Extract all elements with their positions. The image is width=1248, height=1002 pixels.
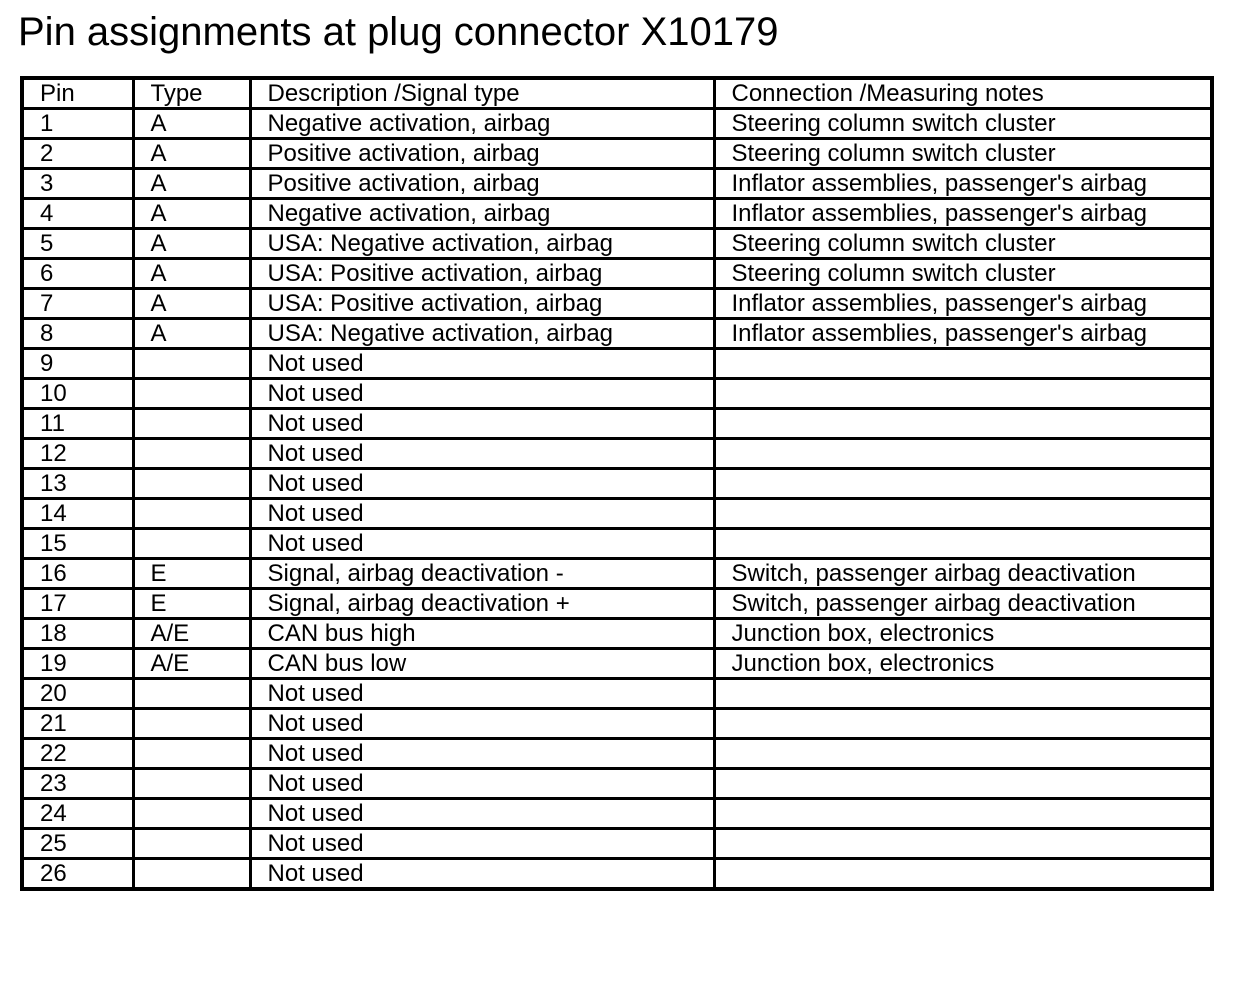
cell-connection: Switch, passenger airbag deactivation bbox=[714, 589, 1212, 619]
cell-description: Not used bbox=[250, 439, 714, 469]
cell-type: A bbox=[133, 259, 250, 289]
table-row bbox=[22, 769, 1212, 799]
cell-type: A bbox=[133, 139, 250, 169]
cell-pin: 25 bbox=[22, 829, 133, 859]
cell-type: A bbox=[133, 169, 250, 199]
cell-description: CAN bus high bbox=[250, 619, 714, 649]
cell-description: Not used bbox=[250, 469, 714, 499]
cell-type bbox=[133, 499, 250, 529]
table-row bbox=[22, 739, 1212, 769]
cell-connection: Inflator assemblies, passenger's airbag bbox=[714, 199, 1212, 229]
table-row bbox=[22, 829, 1212, 859]
cell-description: USA: Negative activation, airbag bbox=[250, 319, 714, 349]
cell-pin: 9 bbox=[22, 349, 133, 379]
cell-connection: Junction box, electronics bbox=[714, 619, 1212, 649]
cell-connection bbox=[714, 739, 1212, 769]
cell-connection bbox=[714, 859, 1212, 890]
page-title: Pin assignments at plug connector X10179 bbox=[18, 10, 779, 54]
table-row bbox=[22, 319, 1212, 349]
cell-connection: Steering column switch cluster bbox=[714, 259, 1212, 289]
cell-pin: 2 bbox=[22, 139, 133, 169]
header-pin: Pin bbox=[22, 78, 133, 109]
cell-description: Negative activation, airbag bbox=[250, 199, 714, 229]
cell-connection bbox=[714, 679, 1212, 709]
cell-connection: Steering column switch cluster bbox=[714, 229, 1212, 259]
table-row bbox=[22, 379, 1212, 409]
cell-connection: Steering column switch cluster bbox=[714, 109, 1212, 139]
cell-type bbox=[133, 859, 250, 890]
cell-description: Positive activation, airbag bbox=[250, 169, 714, 199]
cell-type bbox=[133, 529, 250, 559]
cell-description: Not used bbox=[250, 829, 714, 859]
table-row bbox=[22, 649, 1212, 679]
table-row bbox=[22, 559, 1212, 589]
table-row bbox=[22, 139, 1212, 169]
cell-type bbox=[133, 469, 250, 499]
cell-pin: 16 bbox=[22, 559, 133, 589]
table-row bbox=[22, 289, 1212, 319]
cell-connection bbox=[714, 799, 1212, 829]
table-row bbox=[22, 799, 1212, 829]
header-connection: Connection /Measuring notes bbox=[714, 78, 1212, 109]
cell-type: E bbox=[133, 559, 250, 589]
cell-pin: 1 bbox=[22, 109, 133, 139]
cell-pin: 10 bbox=[22, 379, 133, 409]
cell-pin: 18 bbox=[22, 619, 133, 649]
table-row bbox=[22, 199, 1212, 229]
cell-description: Not used bbox=[250, 499, 714, 529]
cell-connection: Inflator assemblies, passenger's airbag bbox=[714, 319, 1212, 349]
cell-type bbox=[133, 709, 250, 739]
cell-description: Not used bbox=[250, 529, 714, 559]
cell-type bbox=[133, 349, 250, 379]
cell-pin: 5 bbox=[22, 229, 133, 259]
cell-type bbox=[133, 379, 250, 409]
cell-connection: Inflator assemblies, passenger's airbag bbox=[714, 169, 1212, 199]
cell-pin: 13 bbox=[22, 469, 133, 499]
table-row bbox=[22, 499, 1212, 529]
cell-description: USA: Negative activation, airbag bbox=[250, 229, 714, 259]
cell-description: Positive activation, airbag bbox=[250, 139, 714, 169]
cell-type bbox=[133, 739, 250, 769]
cell-pin: 19 bbox=[22, 649, 133, 679]
cell-type bbox=[133, 769, 250, 799]
cell-connection: Steering column switch cluster bbox=[714, 139, 1212, 169]
cell-pin: 7 bbox=[22, 289, 133, 319]
cell-type: E bbox=[133, 589, 250, 619]
cell-description: Not used bbox=[250, 739, 714, 769]
cell-type bbox=[133, 829, 250, 859]
cell-pin: 8 bbox=[22, 319, 133, 349]
cell-pin: 17 bbox=[22, 589, 133, 619]
cell-pin: 22 bbox=[22, 739, 133, 769]
table-row bbox=[22, 409, 1212, 439]
table-row bbox=[22, 169, 1212, 199]
table-row bbox=[22, 859, 1212, 890]
table-row bbox=[22, 529, 1212, 559]
cell-pin: 6 bbox=[22, 259, 133, 289]
cell-type: A bbox=[133, 289, 250, 319]
cell-description: Negative activation, airbag bbox=[250, 109, 714, 139]
cell-pin: 4 bbox=[22, 199, 133, 229]
table-row bbox=[22, 259, 1212, 289]
cell-pin: 24 bbox=[22, 799, 133, 829]
table-body bbox=[22, 109, 1212, 890]
cell-connection bbox=[714, 529, 1212, 559]
cell-description: CAN bus low bbox=[250, 649, 714, 679]
cell-type bbox=[133, 439, 250, 469]
cell-pin: 23 bbox=[22, 769, 133, 799]
cell-type: A bbox=[133, 229, 250, 259]
cell-type: A bbox=[133, 109, 250, 139]
header-type: Type bbox=[133, 78, 250, 109]
cell-description: Not used bbox=[250, 379, 714, 409]
table-row bbox=[22, 709, 1212, 739]
cell-pin: 20 bbox=[22, 679, 133, 709]
cell-description: Not used bbox=[250, 679, 714, 709]
cell-connection bbox=[714, 409, 1212, 439]
cell-pin: 11 bbox=[22, 409, 133, 439]
cell-connection bbox=[714, 349, 1212, 379]
cell-type: A/E bbox=[133, 619, 250, 649]
cell-pin: 21 bbox=[22, 709, 133, 739]
table-row bbox=[22, 229, 1212, 259]
cell-description: Not used bbox=[250, 859, 714, 890]
cell-pin: 26 bbox=[22, 859, 133, 890]
header-description: Description /Signal type bbox=[250, 78, 714, 109]
cell-description: Not used bbox=[250, 709, 714, 739]
cell-pin: 3 bbox=[22, 169, 133, 199]
table-row bbox=[22, 619, 1212, 649]
cell-type bbox=[133, 799, 250, 829]
cell-connection: Junction box, electronics bbox=[714, 649, 1212, 679]
cell-description: Signal, airbag deactivation + bbox=[250, 589, 714, 619]
cell-description: Not used bbox=[250, 799, 714, 829]
cell-connection: Switch, passenger airbag deactivation bbox=[714, 559, 1212, 589]
cell-connection bbox=[714, 469, 1212, 499]
cell-pin: 12 bbox=[22, 439, 133, 469]
table-row bbox=[22, 679, 1212, 709]
table-header-row bbox=[22, 78, 1212, 109]
cell-description: Not used bbox=[250, 409, 714, 439]
table-row bbox=[22, 469, 1212, 499]
cell-description: Not used bbox=[250, 769, 714, 799]
pin-assignment-table bbox=[20, 76, 1214, 891]
cell-connection bbox=[714, 379, 1212, 409]
cell-pin: 14 bbox=[22, 499, 133, 529]
cell-type: A bbox=[133, 199, 250, 229]
cell-type: A/E bbox=[133, 649, 250, 679]
cell-connection bbox=[714, 769, 1212, 799]
cell-pin: 15 bbox=[22, 529, 133, 559]
cell-connection bbox=[714, 439, 1212, 469]
cell-type bbox=[133, 409, 250, 439]
table-row bbox=[22, 439, 1212, 469]
cell-description: USA: Positive activation, airbag bbox=[250, 259, 714, 289]
table-row bbox=[22, 589, 1212, 619]
cell-description: Signal, airbag deactivation - bbox=[250, 559, 714, 589]
cell-connection: Inflator assemblies, passenger's airbag bbox=[714, 289, 1212, 319]
cell-type: A bbox=[133, 319, 250, 349]
cell-connection bbox=[714, 829, 1212, 859]
cell-connection bbox=[714, 499, 1212, 529]
cell-description: Not used bbox=[250, 349, 714, 379]
table-row bbox=[22, 349, 1212, 379]
cell-description: USA: Positive activation, airbag bbox=[250, 289, 714, 319]
table-row bbox=[22, 109, 1212, 139]
cell-type bbox=[133, 679, 250, 709]
cell-connection bbox=[714, 709, 1212, 739]
